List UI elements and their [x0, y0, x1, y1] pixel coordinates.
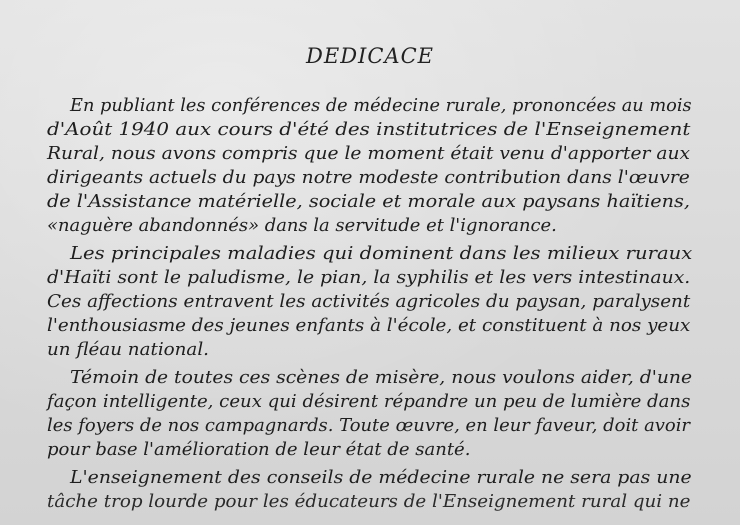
text-line: les foyers de nos campagnards. Toute œuvre, en leur faveur, doit avoir [47, 416, 691, 436]
text-line: tâche trop lourde pour les éducateurs de l'Enseignement rural qui ne [47, 492, 691, 512]
text-line: Ces affections entravent les activités agricoles du paysan, paralysent [47, 292, 691, 312]
text-line: un fléau national. [47, 340, 209, 360]
text-line: pour base l'amélioration de leur état de santé. [47, 440, 471, 460]
text-line: Témoin de toutes ces scènes de misère, nous voulons aider, d'une [70, 368, 693, 388]
text-line: d'Haïti sont le paludisme, le pian, la syphilis et les vers intestinaux. [47, 268, 691, 288]
text-line: de l'Assistance matérielle, sociale et morale aux paysans haïtiens, [47, 192, 690, 212]
text-line: l'enthousiasme des jeunes enfants à l'école, et constituent à nos yeux [47, 316, 691, 336]
text-line: dirigeants actuels du pays notre modeste contribution dans l'œuvre [47, 168, 690, 188]
text-line: «naguère abandonnés» dans la servitude et l'ignorance. [47, 216, 557, 236]
text-line: Les principales maladies qui dominent dans les milieux ruraux [70, 244, 693, 264]
text-line: Rural, nous avons compris que le moment était venu d'apporter aux [47, 144, 690, 164]
text-line: d'Août 1940 aux cours d'été des institutrices de l'Enseignement [47, 120, 691, 140]
text-line: L'enseignement des conseils de médecine rurale ne sera pas une [70, 468, 692, 488]
text-line: En publiant les conférences de médecine rurale, prononcées au mois [70, 96, 692, 116]
text-line: façon intelligente, ceux qui désirent répandre un peu de lumière dans [47, 392, 691, 412]
page-title: DEDICACE [306, 44, 434, 68]
